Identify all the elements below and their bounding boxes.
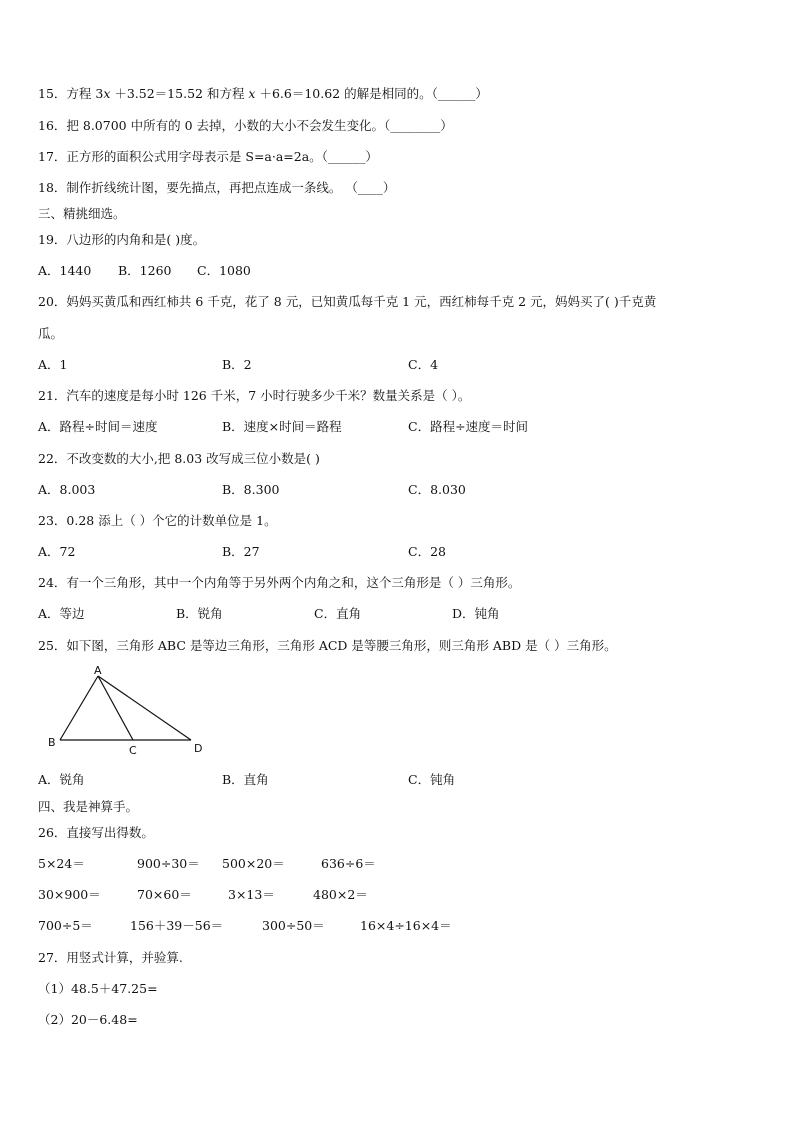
calc-item: 30×900＝ (38, 887, 101, 902)
q21-option-a: A．路程÷时间＝速度 (38, 419, 158, 434)
question-27: 27．用竖式计算，并验算. (38, 950, 183, 965)
label-d: D (194, 742, 203, 755)
q22-option-a: A．8.003 (38, 482, 96, 497)
segment-ab (60, 676, 98, 740)
q20-option-a: A．1 (38, 357, 68, 372)
section-heading-choice: 三、精挑细选。 (38, 206, 126, 221)
calc-item: 700÷5＝ (38, 918, 93, 933)
question-16: 16．把 8.0700 中所有的 0 去掉，小数的大小不会发生变化。（________） (38, 118, 453, 133)
question-26: 26．直接写出得数。 (38, 825, 154, 840)
calc-item: 480×2＝ (313, 887, 368, 902)
q23-option-b: B．27 (222, 544, 260, 559)
q23-option-a: A．72 (38, 544, 76, 559)
q24-option-b: B．锐角 (176, 606, 223, 621)
question-24: 24．有一个三角形，其中一个内角等于另外两个内角之和，这个三角形是（ ）三角形。 (38, 575, 521, 590)
q20-option-c: C．4 (408, 357, 439, 372)
question-18: 18．制作折线统计图，要先描点，再把点连成一条线。 （____） (38, 180, 396, 195)
question-15: 15．方程 3𝑥 ＋3.52＝15.52 和方程 𝑥 ＋6.6＝10.62 的解是相同的。（______） (38, 86, 488, 101)
label-a: A (94, 664, 102, 677)
calc-item: 70×60＝ (137, 887, 192, 902)
calc-item: 3×13＝ (228, 887, 275, 902)
q27-item-2: （2）20－6.48= (38, 1012, 138, 1027)
calc-item: 300÷50＝ (262, 918, 325, 933)
question-21: 21．汽车的速度是每小时 126 千米，7 小时行驶多少千米？数量关系是（ ）。 (38, 388, 471, 403)
q25-option-a: A．锐角 (38, 772, 85, 787)
q25-option-c: C．钝角 (408, 772, 456, 787)
q27-item-1: （1）48.5＋47.25= (38, 981, 158, 996)
q25-option-b: B．直角 (222, 772, 269, 787)
q23-option-c: C．28 (408, 544, 446, 559)
calc-item: 500×20＝ (222, 856, 285, 871)
segment-ad (98, 676, 191, 740)
q21-option-b: B．速度×时间＝路程 (222, 419, 342, 434)
question-22: 22．不改变数的大小,把 8.03 改写成三位小数是( ) (38, 451, 320, 466)
question-19: 19．八边形的内角和是( )度。 (38, 232, 206, 247)
calc-item: 900÷30＝ (137, 856, 200, 871)
label-c: C (129, 744, 137, 757)
calc-item: 636÷6＝ (321, 856, 376, 871)
question-17: 17．正方形的面积公式用字母表示是 S=a·a=2a。（______） (38, 149, 378, 164)
q24-option-d: D．钝角 (452, 606, 500, 621)
question-25: 25．如下图，三角形 ABC 是等边三角形，三角形 ACD 是等腰三角形，则三角形 ABD 是（ ）三角形。 (38, 638, 617, 653)
label-b: B (48, 736, 56, 749)
q19-option-a: A．1440 (38, 263, 92, 278)
calc-item: 5×24＝ (38, 856, 85, 871)
q24-option-c: C．直角 (314, 606, 362, 621)
q19-option-b: B．1260 (118, 263, 172, 278)
q22-option-c: C．8.030 (408, 482, 466, 497)
q19-option-c: C．1080 (197, 263, 251, 278)
question-20-cont: 瓜。 (38, 326, 64, 341)
q24-option-a: A．等边 (38, 606, 85, 621)
calc-item: 16×4÷16×4＝ (360, 918, 452, 933)
section-heading-calc: 四、我是神算手。 (38, 799, 139, 814)
question-20: 20．妈妈买黄瓜和西红柿共 6 千克，花了 8 元，已知黄瓜每千克 1 元，西红柿每千克 2 元，妈妈买了( )千克黄 (38, 294, 657, 309)
calc-item: 156＋39－56＝ (130, 918, 224, 933)
triangle-figure (44, 664, 214, 760)
question-23: 23．0.28 添上（ ）个它的计数单位是 1。 (38, 513, 277, 528)
q21-option-c: C．路程÷速度＝时间 (408, 419, 529, 434)
segment-ac (98, 676, 133, 740)
q22-option-b: B．8.300 (222, 482, 280, 497)
q20-option-b: B．2 (222, 357, 252, 372)
